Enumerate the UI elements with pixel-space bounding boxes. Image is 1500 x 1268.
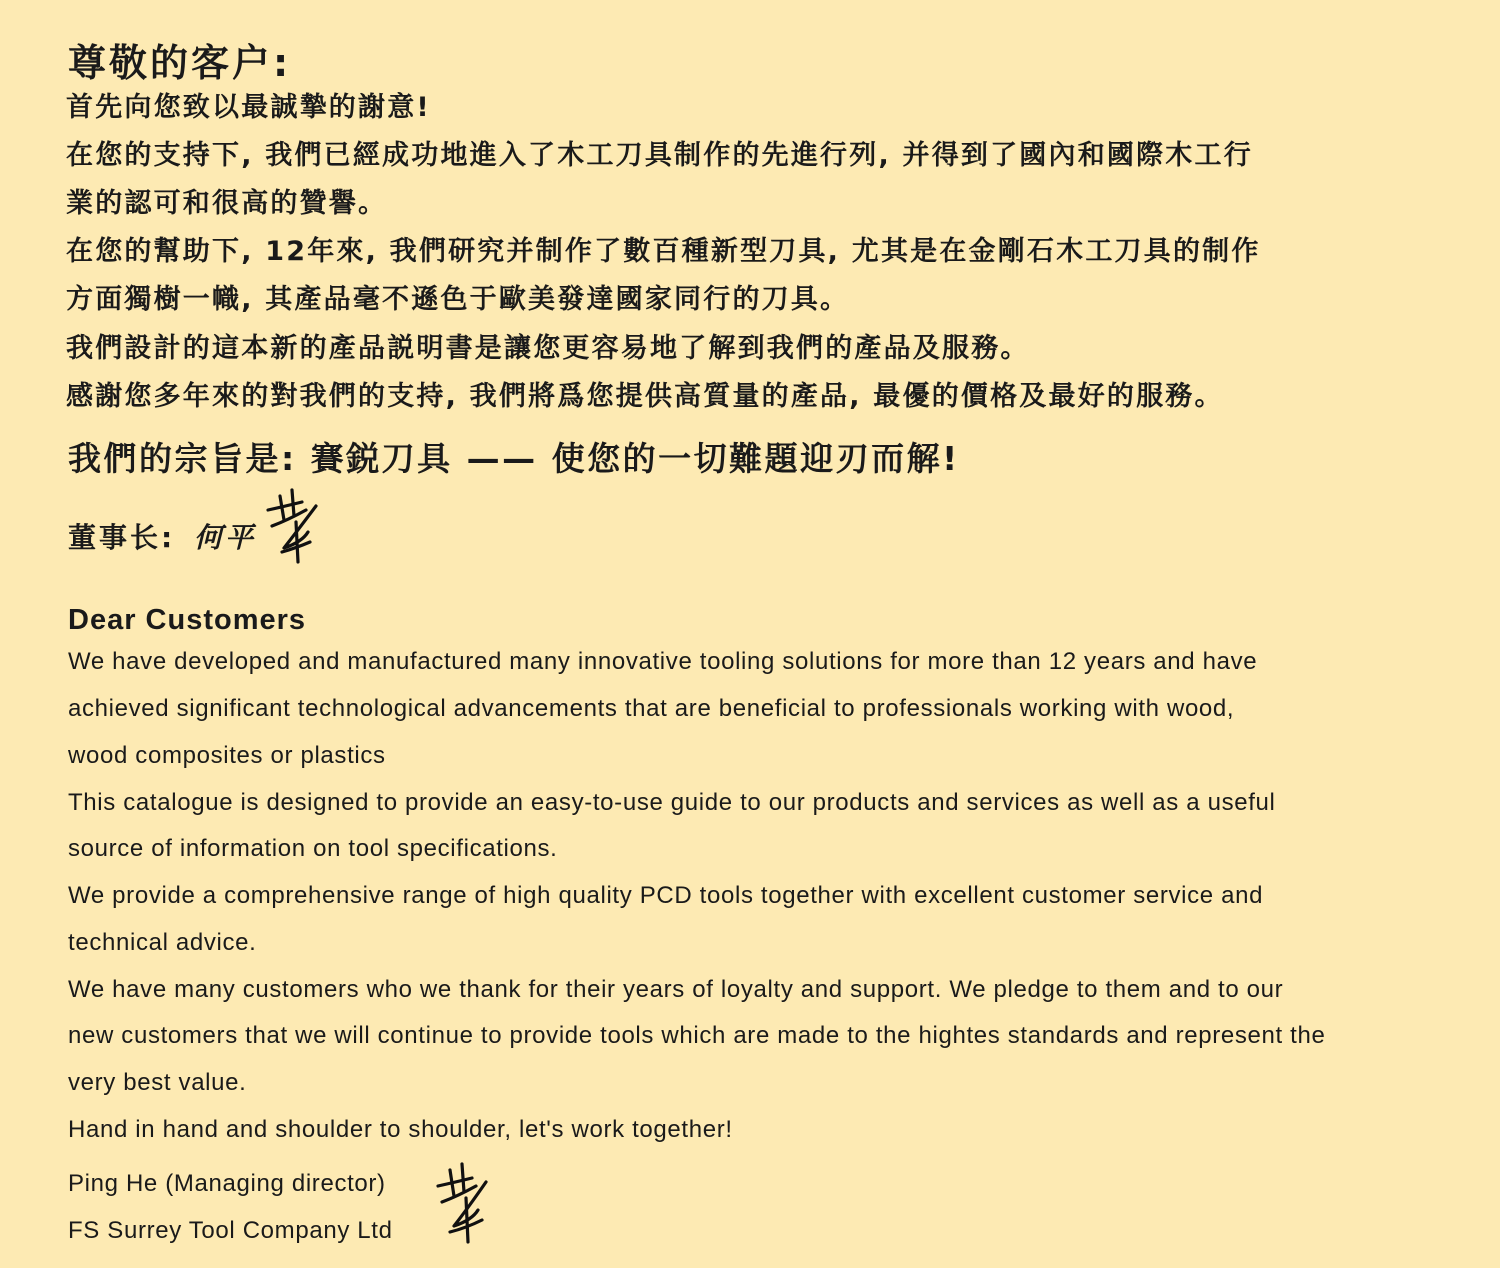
- chinese-chairman-line: [68, 516, 256, 556]
- english-paragraph-line: technical advice.: [68, 929, 257, 956]
- chinese-paragraph-line: 感謝您多年來的對我們的支持, 我們將爲您提供高質量的產品, 最優的價格及最好的服務。: [66, 381, 1224, 412]
- english-paragraph-line: source of information on tool specifications.: [68, 835, 558, 862]
- chinese-motto: 我們的宗旨是: 賽鋭刀具 —— 使您的一切難題迎刃而解!: [68, 439, 960, 478]
- english-paragraph-line: We have many customers who we thank for their years of loyalty and support. We pledge to them and to our: [68, 976, 1284, 1003]
- director-signature: [432, 1160, 496, 1246]
- signoff-name: Ping He (Managing director): [68, 1170, 386, 1197]
- english-paragraph-line: This catalogue is designed to provide an easy-to-use guide to our products and services as well as a useful: [68, 789, 1276, 816]
- english-paragraph-line: We have developed and manufactured many innovative tooling solutions for more than 12 years and have: [68, 648, 1258, 675]
- english-paragraph-line: very best value.: [68, 1069, 247, 1096]
- chinese-greeting: 尊敬的客户:: [68, 41, 292, 85]
- english-paragraph-line: wood composites or plastics: [68, 742, 386, 769]
- signoff-company: FS Surrey Tool Company Ltd: [68, 1217, 393, 1244]
- chinese-paragraph-line: 首先向您致以最誠摯的謝意!: [66, 92, 431, 123]
- chinese-paragraph-line: 在您的支持下, 我們已經成功地進入了木工刀具制作的先進行列, 并得到了國內和國際木工行: [66, 140, 1253, 171]
- english-paragraph-line: new customers that we will continue to provide tools which are made to the hightes standards and represent the: [68, 1022, 1326, 1049]
- chairman-name: 何平: [193, 521, 256, 554]
- chairman-label: 董事长:: [68, 521, 176, 554]
- english-greeting: Dear Customers: [68, 604, 307, 636]
- chairman-signature: [262, 486, 326, 566]
- english-paragraph-line: We provide a comprehensive range of high quality PCD tools together with excellent customer service and: [68, 882, 1264, 909]
- english-closing-line: Hand in hand and shoulder to shoulder, let's work together!: [68, 1116, 733, 1143]
- chinese-paragraph-line: 我們設計的這本新的產品説明書是讓您更容易地了解到我們的產品及服務。: [66, 333, 1030, 364]
- chinese-paragraph-line: 方面獨樹一幟, 其產品毫不遜色于歐美發達國家同行的刀具。: [66, 284, 850, 315]
- english-paragraph-line: achieved significant technological advancements that are beneficial to professionals working with wood,: [68, 695, 1235, 722]
- chinese-paragraph-line: 在您的幫助下, 12年來, 我們研究并制作了數百種新型刀具, 尤其是在金剛石木工刀具的制作: [66, 236, 1261, 267]
- chinese-paragraph-line: 業的認可和很高的贊譽。: [66, 188, 388, 219]
